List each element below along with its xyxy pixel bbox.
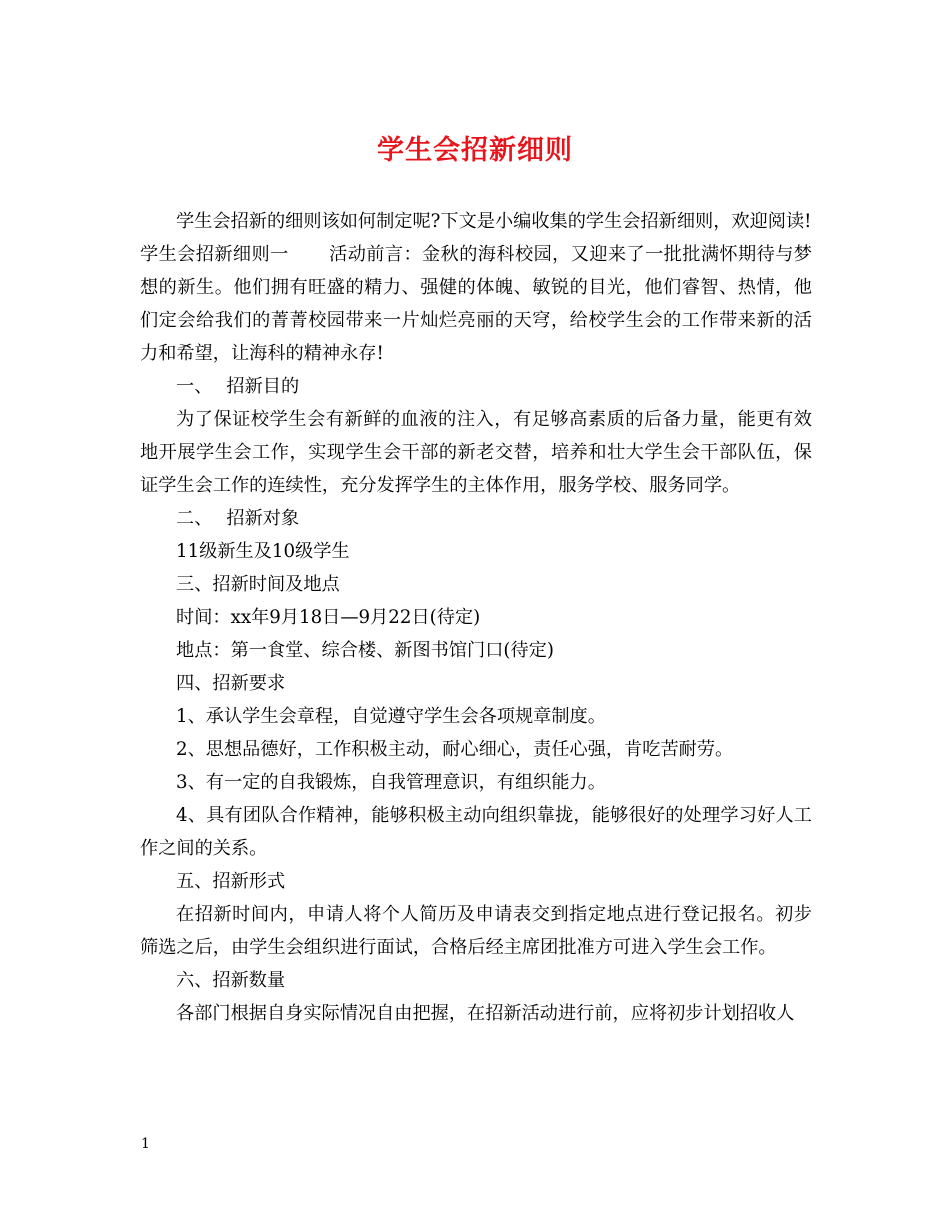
rule-one-paragraph (140, 238, 812, 370)
section-two-heading (140, 502, 812, 535)
document-body (140, 205, 812, 1030)
requirement-item-1: 1、承认学生会章程，自觉遵守学生会各项规章制度。 (176, 706, 606, 727)
section-two-number: 二、 (176, 508, 213, 529)
section-five-text: 在招新时间内，申请人将个人简历及申请表交到指定地点进行登记报名。初步筛选之后，由学生会组织进行面试，合格后经主席团批准方可进入学生会工作。 (140, 904, 812, 958)
section-two-title: 招新对象 (226, 508, 300, 529)
section-one-heading (140, 370, 812, 403)
requirement-item-4: 4、具有团队合作精神，能够积极主动向组织靠拢，能够很好的处理学习好人工作之间的关系。 (140, 805, 812, 859)
page-number: 1 (141, 1136, 150, 1152)
section-four-heading: 四、招新要求 (176, 673, 286, 694)
section-one-number: 一、 (176, 376, 213, 397)
section-two-text: 11级新生及10级学生 (176, 541, 350, 562)
requirement-item-3: 3、有一定的自我锻炼，自我管理意识，有组织能力。 (176, 772, 606, 793)
section-three-time: 时间：xx年9月18日—9月22日(待定) (176, 607, 481, 628)
requirement-item-2: 2、思想品德好，工作积极主动，耐心细心，责任心强，肯吃苦耐劳。 (176, 739, 734, 760)
section-six-text: 各部门根据自身实际情况自由把握，在招新活动进行前，应将初步计划招收人 (176, 1003, 795, 1024)
section-three-heading: 三、招新时间及地点 (176, 574, 340, 595)
section-three-place: 地点：第一食堂、综合楼、新图书馆门口(待定) (176, 640, 554, 661)
section-five-heading: 五、招新形式 (176, 871, 286, 892)
rule-one-text: 活动前言：金秋的海科校园，又迎来了一批批满怀期待与梦想的新生。他们拥有旺盛的精力、强健的体魄、敏锐的目光，他们睿智、热情，他们定会给我们的菁菁校园带来一片灿烂亮丽的天穹，给校学生会的工作带来新的活力和希望，让海科的精神永存! (140, 244, 812, 364)
intro-paragraph: 学生会招新的细则该如何制定呢?下文是小编收集的学生会招新细则，欢迎阅读! (176, 211, 812, 232)
section-six-heading: 六、招新数量 (176, 970, 286, 991)
rule-one-label: 学生会招新细则一 (140, 244, 289, 265)
document-title: 学生会招新细则 (377, 135, 573, 166)
section-one-text: 为了保证校学生会有新鲜的血液的注入，有足够高素质的后备力量，能更有效地开展学生会工作，实现学生会干部的新老交替，培养和壮大学生会干部队伍，保证学生会工作的连续性，充分发挥学生的主体作用，服务学校、服务同学。 (140, 409, 812, 496)
section-one-title: 招新目的 (226, 376, 300, 397)
